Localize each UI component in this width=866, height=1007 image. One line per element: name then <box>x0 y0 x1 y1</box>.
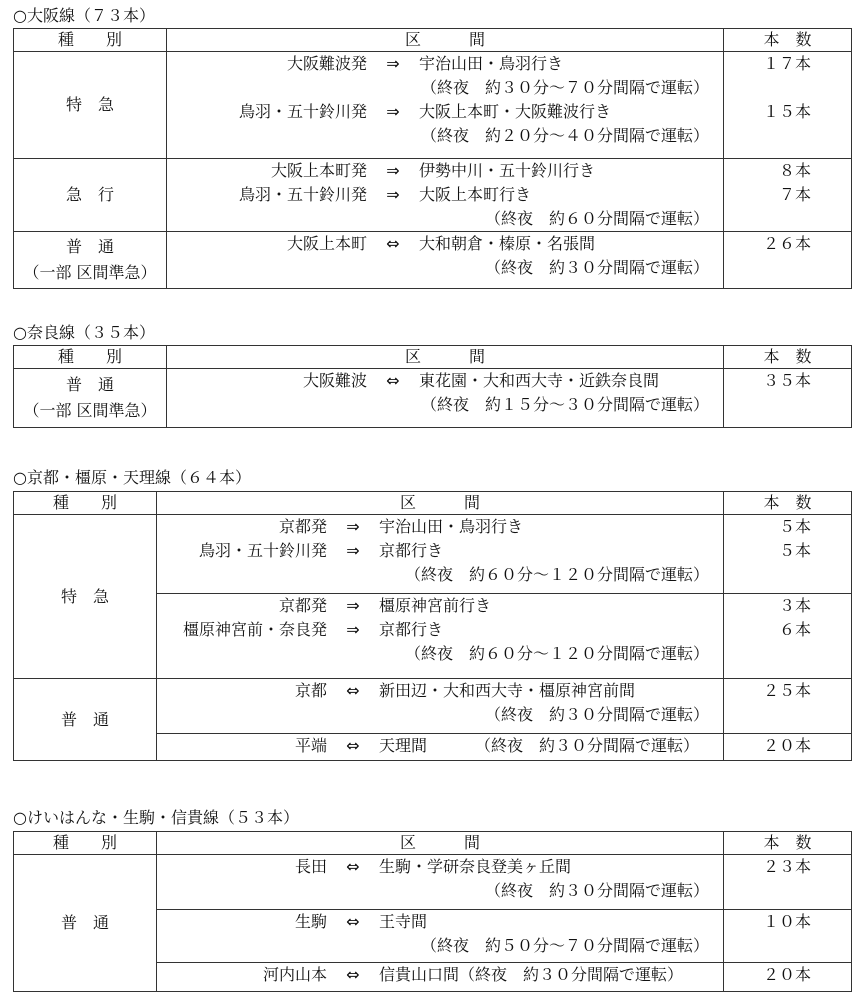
section-title-nara: ○奈良線（３５本） <box>13 323 155 342</box>
route-origin: 大阪難波 <box>302 371 367 390</box>
header-row <box>14 832 852 855</box>
train-count: ２６本 <box>762 234 811 253</box>
route-note: （終夜 約１５分～３０分間隔で運転） <box>420 395 709 414</box>
header-count: 本 数 <box>724 492 852 515</box>
section-cell <box>167 232 724 289</box>
section-cell <box>157 594 724 679</box>
count-cell <box>724 594 852 679</box>
route-line <box>157 594 723 618</box>
route-arrow: ⇒ <box>386 102 400 121</box>
route-note: （終夜 約６０分間隔で運転） <box>484 209 709 228</box>
header-kind: 種 別 <box>14 346 167 369</box>
kind-cell <box>14 369 167 428</box>
section-cell <box>157 855 724 910</box>
kind-label: 普 通 <box>65 375 114 394</box>
header-count: 本 数 <box>724 29 852 52</box>
count-cell <box>724 910 852 963</box>
kind-sublabel: （一部 区間準急） <box>23 401 157 420</box>
route-origin: 鳥羽・五十鈴川発 <box>238 102 367 121</box>
route-note: （終夜 約５０分～７０分間隔で運転） <box>420 936 709 955</box>
route-destination: 大阪上本町・大阪難波行き <box>419 102 612 121</box>
count-cell <box>724 52 852 159</box>
train-count: ３本 <box>778 596 811 615</box>
section-cell <box>167 159 724 232</box>
header-section: 区 間 <box>157 832 724 855</box>
route-destination: 宇治山田・鳥羽行き <box>379 517 524 536</box>
route-destination: 大和朝倉・榛原・名張間 <box>419 234 596 253</box>
route-arrow: ⇔ <box>346 965 360 984</box>
kind-label: 特 急 <box>65 95 114 114</box>
count-cell <box>724 963 852 992</box>
kind-cell <box>14 679 157 761</box>
count-cell <box>724 855 852 910</box>
route-arrow: ⇒ <box>346 596 360 615</box>
route-origin: 橿原神宮前・奈良発 <box>182 620 327 639</box>
kyoto-limited-row-1 <box>14 515 852 594</box>
route-line <box>167 159 723 183</box>
count-cell <box>724 369 852 428</box>
train-count: ６本 <box>778 620 811 639</box>
train-count: １０本 <box>762 912 811 931</box>
route-line <box>157 855 723 879</box>
train-count: ２３本 <box>762 857 811 876</box>
route-origin: 京都 <box>294 681 327 700</box>
route-origin: 大阪上本町 <box>286 234 367 253</box>
route-arrow: ⇒ <box>386 185 400 204</box>
train-count: ２０本 <box>762 736 811 755</box>
route-arrow: ⇔ <box>346 912 360 931</box>
header-section: 区 間 <box>167 346 724 369</box>
section-cell <box>167 369 724 428</box>
header-row <box>14 29 852 52</box>
route-line <box>157 618 723 642</box>
route-note: （終夜 約３０分間隔で運転） <box>459 965 684 984</box>
header-section: 区 間 <box>167 29 724 52</box>
route-note: （終夜 約３０分～７０分間隔で運転） <box>420 78 709 97</box>
route-line <box>167 100 723 124</box>
train-count: ２５本 <box>762 681 811 700</box>
route-destination: 信貴山口間 <box>379 965 460 984</box>
keihanna-local-row-1 <box>14 855 852 910</box>
kind-label: 普 通 <box>60 913 109 932</box>
header-section: 区 間 <box>157 492 724 515</box>
kind-cell <box>14 52 167 159</box>
route-arrow: ⇔ <box>346 681 360 700</box>
kind-label: 普 通 <box>65 237 114 256</box>
train-count: ３５本 <box>762 371 811 390</box>
route-origin: 生駒 <box>294 912 327 931</box>
count-cell <box>724 232 852 289</box>
section-cell <box>157 515 724 594</box>
header-count: 本 数 <box>724 346 852 369</box>
route-destination: 生駒・学研奈良登美ヶ丘間 <box>379 857 572 876</box>
kyoto-table <box>13 491 852 761</box>
route-origin: 鳥羽・五十鈴川発 <box>198 541 327 560</box>
count-cell <box>724 679 852 734</box>
header-row <box>14 492 852 515</box>
route-arrow: ⇒ <box>346 517 360 536</box>
section-cell <box>157 910 724 963</box>
kind-cell <box>14 232 167 289</box>
route-destination: 橿原神宮前行き <box>379 596 492 615</box>
kind-cell <box>14 515 157 679</box>
route-origin: 京都発 <box>278 596 327 615</box>
route-arrow: ⇔ <box>346 736 360 755</box>
route-destination: 天理間 <box>379 736 428 755</box>
kind-cell <box>14 159 167 232</box>
section-cell <box>167 52 724 159</box>
train-count: ８本 <box>778 161 811 180</box>
section-title-keihanna: ○けいはんな・生駒・信貴線（５３本） <box>13 808 299 827</box>
route-arrow: ⇔ <box>386 371 400 390</box>
route-line <box>157 539 723 563</box>
route-line <box>167 232 723 256</box>
train-count: ７本 <box>778 185 811 204</box>
route-origin: 平端 <box>294 736 327 755</box>
route-line <box>157 963 723 987</box>
kind-label: 特 急 <box>60 586 109 606</box>
route-arrow: ⇔ <box>346 857 360 876</box>
route-origin: 大阪上本町発 <box>270 161 367 180</box>
nara-local-row <box>14 369 852 428</box>
section-title-osaka: ○大阪線（７３本） <box>13 6 155 25</box>
train-count: １５本 <box>762 102 811 121</box>
header-count: 本 数 <box>724 832 852 855</box>
train-count: １７本 <box>762 54 811 73</box>
route-note: （終夜 約３０分間隔で運転） <box>484 881 709 900</box>
osaka-limited-row <box>14 52 852 159</box>
route-destination: 大阪上本町行き <box>419 185 532 204</box>
count-cell <box>724 515 852 594</box>
route-arrow: ⇒ <box>386 54 400 73</box>
route-line <box>157 515 723 539</box>
route-note: （終夜 約３０分間隔で運転） <box>484 258 709 277</box>
route-note: （終夜 約３０分間隔で運転） <box>475 736 700 755</box>
kind-label: 急 行 <box>65 185 114 204</box>
section-cell <box>157 734 724 761</box>
kind-label: 普 通 <box>60 709 109 729</box>
route-destination: 京都行き <box>379 541 444 560</box>
route-line <box>157 910 723 934</box>
keihanna-table <box>13 831 852 992</box>
route-note: （終夜 約６０分～１２０分間隔で運転） <box>404 644 709 663</box>
route-arrow: ⇒ <box>386 161 400 180</box>
route-destination: 宇治山田・鳥羽行き <box>419 54 564 73</box>
route-note: （終夜 約６０分～１２０分間隔で運転） <box>404 565 709 584</box>
header-kind: 種 別 <box>14 832 157 855</box>
count-cell <box>724 734 852 761</box>
route-line <box>167 369 723 393</box>
train-count: ５本 <box>778 517 811 536</box>
route-destination: 王寺間 <box>379 912 428 931</box>
header-row <box>14 346 852 369</box>
section-cell <box>157 679 724 734</box>
train-count: ２０本 <box>762 965 811 984</box>
route-destination: 伊勢中川・五十鈴川行き <box>419 161 596 180</box>
route-origin: 大阪難波発 <box>286 54 367 73</box>
section-title-kyoto: ○京都・橿原・天理線（６４本） <box>13 468 251 487</box>
header-kind: 種 別 <box>14 492 157 515</box>
route-arrow: ⇔ <box>386 234 400 253</box>
route-arrow: ⇒ <box>346 620 360 639</box>
route-note: （終夜 約３０分間隔で運転） <box>484 705 709 724</box>
header-kind: 種 別 <box>14 29 167 52</box>
count-cell <box>724 159 852 232</box>
osaka-local-row <box>14 232 852 289</box>
nara-table <box>13 345 852 428</box>
route-origin: 京都発 <box>278 517 327 536</box>
route-origin: 鳥羽・五十鈴川発 <box>238 185 367 204</box>
route-arrow: ⇒ <box>346 541 360 560</box>
route-destination: 新田辺・大和西大寺・橿原神宮前間 <box>379 681 636 700</box>
route-line <box>167 183 723 207</box>
route-destination: 東花園・大和西大寺・近鉄奈良間 <box>419 371 660 390</box>
section-cell <box>157 963 724 992</box>
kyoto-local-row-1 <box>14 679 852 734</box>
route-note: （終夜 約２０分～４０分間隔で運転） <box>420 126 709 145</box>
train-count: ５本 <box>778 541 811 560</box>
route-origin: 河内山本 <box>262 965 327 984</box>
kind-cell <box>14 855 157 992</box>
osaka-express-row <box>14 159 852 232</box>
route-line <box>157 679 723 703</box>
route-line <box>167 52 723 76</box>
route-destination: 京都行き <box>379 620 444 639</box>
route-line <box>157 734 723 758</box>
osaka-table <box>13 28 852 289</box>
route-origin: 長田 <box>294 857 327 876</box>
kind-sublabel: （一部 区間準急） <box>23 263 157 282</box>
